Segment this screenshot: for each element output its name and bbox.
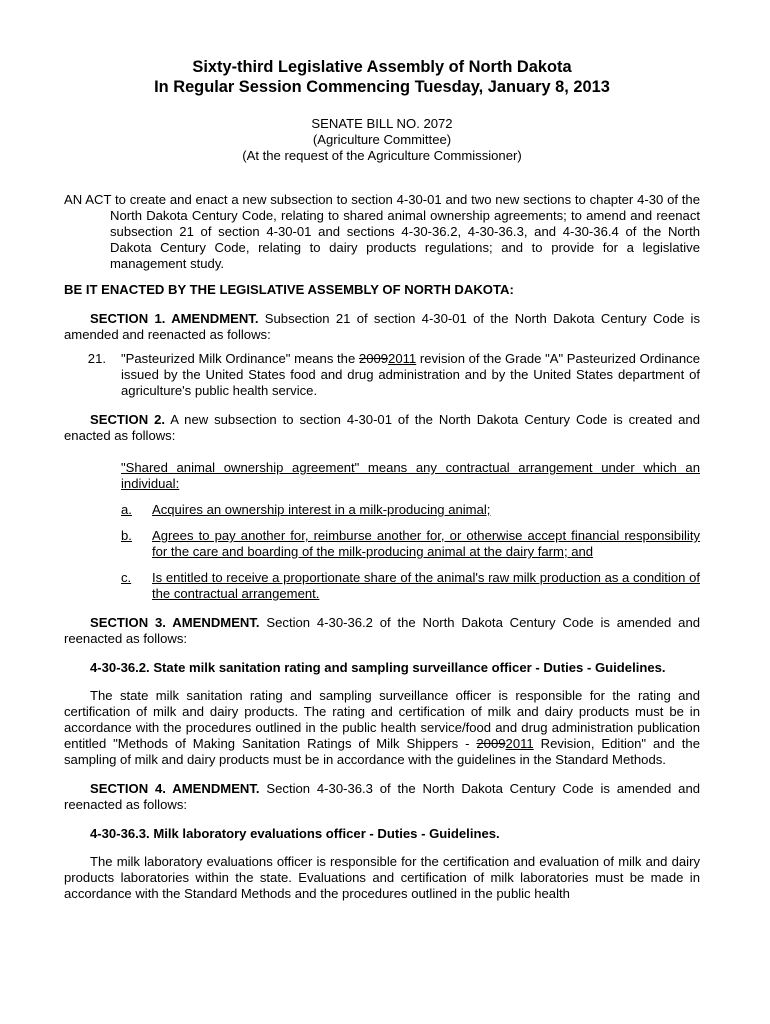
item-letter: b. xyxy=(121,528,132,543)
assembly-title xyxy=(64,57,700,97)
title-line-1: Sixty-third Legislative Assembly of North Dakota xyxy=(192,58,572,76)
def-after: revision of the Grade "A" Pasteurized Ordinance issued by the United States food and drug administration and by the United States department of agriculture's public health service. xyxy=(121,351,700,398)
struck-year: 2009 xyxy=(476,736,506,751)
list-item xyxy=(121,570,700,602)
body-before: The state milk sanitation rating and sampling surveillance officer is responsible for the rating and certification of milk and dairy products. The rating and certification of milk and dairy products must be in accordance with the procedures outlined in the public health service/food and drug administration publication entitled "Methods of Making Sanitation Ratings of Milk Shippers - xyxy=(64,688,700,751)
section-2-text: A new subsection to section 4-30-01 of the North Dakota Century Code is created and enacted as follows: xyxy=(64,412,701,443)
item-letter: c. xyxy=(121,570,132,585)
subsection-21 xyxy=(64,351,700,399)
item-text: Agrees to pay another for, reimburse another for, or otherwise accept financial responsibility for the care and boarding of the milk-producing animal at the dairy farm; and xyxy=(152,528,700,559)
struck-year: 2009 xyxy=(358,351,389,366)
body-after: Revision, Edition" and the sampling of milk and dairy products must be in accordance with the guidelines in the Standard Methods. xyxy=(64,736,700,767)
section-3 xyxy=(64,615,700,647)
request-line: (At the request of the Agriculture Commissioner) xyxy=(242,148,522,163)
section-4 xyxy=(64,781,700,813)
section-2 xyxy=(64,412,700,444)
subsection-text xyxy=(121,351,700,399)
section-3-label: SECTION 3. AMENDMENT. xyxy=(90,615,260,630)
act-text: AN ACT to create and enact a new subsection to section 4-30-01 and two new sections to chapter 4-30 of the North Dakota Century Code, relating to shared animal ownership agreements; to amend and reenact subsection 21 of section 4-30-01 and sections 4-30-36.2, 4-30-36.3, and 4-30-36.4 of the North Dakota Century Code, relating to dairy products regulations; and to provide for a legislative management study. xyxy=(64,192,700,271)
new-definition: "Shared animal ownership agreement" means any contractual arrangement under which an individual: xyxy=(121,460,700,491)
item-text: Is entitled to receive a proportionate share of the animal's raw milk production as a condition of the contractual arrangement. xyxy=(152,570,700,601)
bill-header xyxy=(64,116,700,164)
section-3-text: Section 4-30-36.2 of the North Dakota Century Code is amended and reenacted as follows: xyxy=(64,615,701,646)
subsection-number: 21. xyxy=(87,351,106,366)
new-year: 2011 xyxy=(505,736,534,751)
title-line-2: In Regular Session Commencing Tuesday, January 8, 2013 xyxy=(154,78,610,96)
section-2-label: SECTION 2. xyxy=(90,412,166,427)
list-item xyxy=(121,528,700,560)
bill-number: SENATE BILL NO. 2072 xyxy=(311,116,453,131)
section-3-body xyxy=(64,688,700,768)
item-letter: a. xyxy=(121,502,132,517)
section-1-text: Subsection 21 of section 4-30-01 of the North Dakota Century Code is amended and reenacted as follows: xyxy=(64,311,701,342)
section-4-body: The milk laboratory evaluations officer is responsible for the certification and evaluation of milk and dairy products laboratories within the state. Evaluations and certification of milk laboratories must be made in accordance with the Standard Methods and the procedures outlined in the public health xyxy=(64,854,700,901)
section-4-heading: 4-30-36.3. Milk laboratory evaluations officer - Duties - Guidelines. xyxy=(90,826,500,841)
item-text: Acquires an ownership interest in a milk-producing animal; xyxy=(152,502,491,517)
committee: (Agriculture Committee) xyxy=(312,132,452,147)
def-before: "Pasteurized Milk Ordinance" means the xyxy=(121,351,359,366)
section-1-label: SECTION 1. AMENDMENT. xyxy=(90,311,259,326)
new-year: 2011 xyxy=(388,351,417,366)
section-4-text: Section 4-30-36.3 of the North Dakota Century Code is amended and reenacted as follows: xyxy=(64,781,701,812)
section-4-label: SECTION 4. AMENDMENT. xyxy=(90,781,260,796)
list-item xyxy=(121,502,700,518)
section-3-heading: 4-30-36.2. State milk sanitation rating and sampling surveillance officer - Duties - Guidelines. xyxy=(90,660,666,675)
section-1 xyxy=(64,311,700,343)
enacting-clause: BE IT ENACTED BY THE LEGISLATIVE ASSEMBLY OF NORTH DAKOTA: xyxy=(64,282,514,297)
